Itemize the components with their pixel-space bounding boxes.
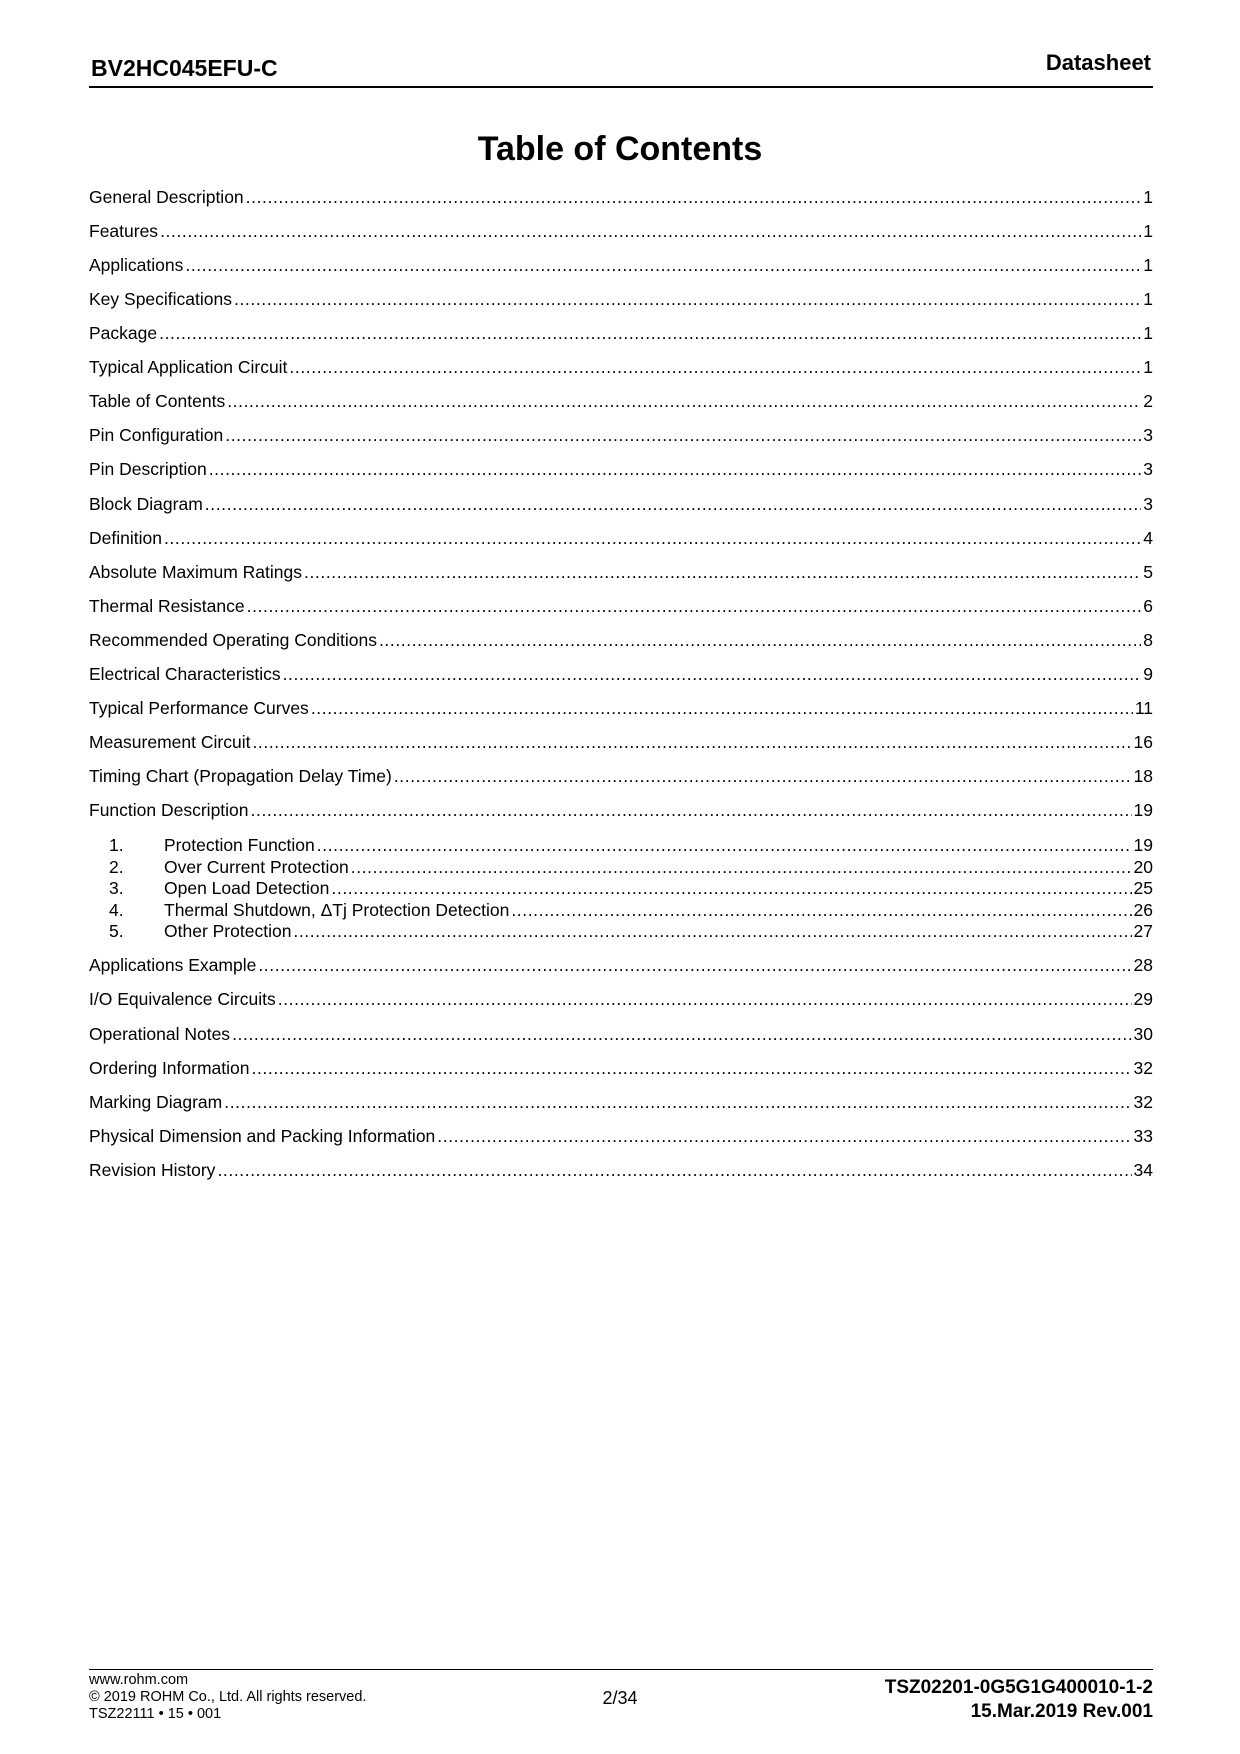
footer-divider	[89, 1669, 1153, 1670]
copyright: © 2019 ROHM Co., Ltd. All rights reserved.	[89, 1689, 367, 1705]
toc-page: 19	[1133, 835, 1153, 855]
toc-page: 3	[1143, 459, 1153, 479]
toc-page: 26	[1133, 900, 1153, 920]
dot-leader	[331, 877, 1131, 899]
toc-entry[interactable]	[89, 629, 1153, 651]
dot-leader	[511, 899, 1131, 921]
dot-leader	[217, 1159, 1131, 1181]
toc-entry[interactable]	[89, 799, 1153, 821]
toc-label: Absolute Maximum Ratings	[89, 562, 302, 582]
dot-leader	[247, 595, 1142, 617]
doc-number: TSZ02201-0G5G1G400010-1-2	[884, 1677, 1153, 1698]
footer-right	[885, 1676, 1153, 1724]
dot-leader	[278, 988, 1132, 1010]
form-code: TSZ22111 • 15 • 001	[89, 1706, 222, 1722]
website-link[interactable]: www.rohm.com	[89, 1672, 189, 1688]
toc-page: 32	[1133, 1092, 1153, 1112]
toc-page: 1	[1143, 221, 1153, 241]
toc-sub-entry[interactable]	[89, 920, 1153, 942]
toc-entry[interactable]	[89, 697, 1153, 719]
toc-entry[interactable]	[89, 1057, 1153, 1079]
toc-label: Function Description	[89, 800, 249, 820]
dot-leader	[159, 322, 1141, 344]
toc-page: 20	[1133, 857, 1153, 877]
page-title: Table of Contents	[477, 130, 763, 168]
toc-entry[interactable]	[89, 254, 1153, 276]
dot-leader	[232, 1023, 1131, 1045]
revision: 15.Mar.2019 Rev.001	[970, 1701, 1153, 1722]
toc-page: 3	[1143, 494, 1153, 514]
part-number: BV2HC045EFU-C	[91, 55, 278, 81]
toc-label: Table of Contents	[89, 391, 226, 411]
toc-label: Thermal Resistance	[89, 596, 245, 616]
toc-label: Open Load Detection	[164, 878, 330, 898]
toc-label: Key Specifications	[89, 289, 232, 309]
toc-entry[interactable]	[89, 424, 1153, 446]
toc-label: Package	[89, 323, 158, 343]
toc-label: Protection Function	[164, 835, 315, 855]
dot-leader	[258, 954, 1131, 976]
toc-entry[interactable]	[89, 731, 1153, 753]
toc-page: 3	[1143, 425, 1153, 445]
toc-entry[interactable]	[89, 1023, 1153, 1045]
toc-sub-number: 4.	[109, 900, 124, 920]
toc-label: Pin Description	[89, 459, 207, 479]
toc-label: Block Diagram	[89, 494, 203, 514]
toc-label: Applications	[89, 255, 184, 275]
toc-sub-number: 5.	[109, 921, 124, 941]
toc-page: 1	[1143, 255, 1153, 275]
dot-leader	[379, 629, 1141, 651]
dot-leader	[293, 920, 1131, 942]
dot-leader	[234, 288, 1141, 310]
toc-label: Typical Performance Curves	[89, 698, 309, 718]
toc-entry[interactable]	[89, 988, 1153, 1010]
dot-leader	[185, 254, 1141, 276]
toc-label: Pin Configuration	[89, 425, 224, 445]
toc-entry[interactable]	[89, 322, 1153, 344]
toc-sub-number: 3.	[109, 878, 124, 898]
toc-sub-entry[interactable]	[89, 856, 1153, 878]
toc-entry[interactable]	[89, 954, 1153, 976]
toc-page: 25	[1133, 878, 1153, 898]
toc-label: Recommended Operating Conditions	[89, 630, 377, 650]
toc-page: 19	[1133, 800, 1153, 820]
toc-label: Physical Dimension and Packing Information	[89, 1126, 436, 1146]
toc-entry[interactable]	[89, 561, 1153, 583]
dot-leader	[160, 220, 1141, 242]
doc-type: Datasheet	[1045, 50, 1151, 75]
dot-leader	[289, 356, 1141, 378]
toc-page: 33	[1133, 1126, 1153, 1146]
dot-leader	[224, 1091, 1131, 1113]
toc-label: Over Current Protection	[164, 857, 349, 877]
toc-label: Revision History	[89, 1160, 216, 1180]
toc-label: Features	[89, 221, 159, 241]
dot-leader	[283, 663, 1142, 685]
toc-entry[interactable]	[89, 1091, 1153, 1113]
toc-page: 1	[1143, 289, 1153, 309]
toc-sub-entry[interactable]	[89, 834, 1153, 856]
toc-label: I/O Equivalence Circuits	[89, 989, 276, 1009]
dot-leader	[246, 186, 1142, 208]
dot-leader	[437, 1125, 1131, 1147]
dot-leader	[164, 527, 1141, 549]
toc-page: 6	[1143, 596, 1153, 616]
toc-page: 34	[1133, 1160, 1153, 1180]
toc-page: 5	[1143, 562, 1153, 582]
toc-entry[interactable]	[89, 595, 1153, 617]
toc-page: 2	[1143, 391, 1153, 411]
page-indicator: 2/34	[602, 1688, 638, 1708]
toc-page: 11	[1134, 698, 1153, 718]
toc-label: Measurement Circuit	[89, 732, 251, 752]
toc-entry[interactable]	[89, 1125, 1153, 1147]
dot-leader	[227, 390, 1141, 412]
toc-label: Definition	[89, 528, 162, 548]
toc-page: 1	[1143, 323, 1153, 343]
toc-label: Marking Diagram	[89, 1092, 223, 1112]
toc-entry[interactable]	[89, 493, 1153, 515]
toc-label: Thermal Shutdown, ΔTj Protection Detection	[164, 900, 510, 920]
toc-entry[interactable]	[89, 527, 1153, 549]
dot-leader	[304, 561, 1141, 583]
dot-leader	[225, 424, 1141, 446]
toc-page: 4	[1143, 528, 1153, 548]
dot-leader	[311, 697, 1133, 719]
dot-leader	[251, 799, 1132, 821]
toc-page: 9	[1143, 664, 1153, 684]
toc-page: 1	[1143, 357, 1153, 377]
dot-leader	[317, 834, 1132, 856]
toc-label: Operational Notes	[89, 1024, 231, 1044]
dot-leader	[252, 1057, 1132, 1079]
toc-label: Applications Example	[89, 955, 257, 975]
toc-page: 8	[1143, 630, 1153, 650]
toc-entry[interactable]	[89, 288, 1153, 310]
toc-label: General Description	[89, 187, 244, 207]
dot-leader	[205, 493, 1141, 515]
toc-page: 29	[1133, 989, 1153, 1009]
dot-leader	[252, 731, 1131, 753]
toc-page: 1	[1143, 187, 1153, 207]
toc-entry[interactable]	[89, 765, 1153, 787]
toc-entry[interactable]	[89, 1159, 1153, 1181]
toc-sub-entry[interactable]	[89, 899, 1153, 921]
toc-page: 16	[1133, 732, 1153, 752]
page-header	[89, 50, 1153, 88]
toc-entry[interactable]	[89, 186, 1153, 208]
dot-leader	[394, 765, 1132, 787]
dot-leader	[209, 458, 1142, 480]
toc-entry[interactable]	[89, 220, 1153, 242]
dot-leader	[351, 856, 1132, 878]
toc-label: Ordering Information	[89, 1058, 250, 1078]
toc-sub-number: 1.	[109, 835, 124, 855]
toc-entry[interactable]	[89, 458, 1153, 480]
toc-page: 32	[1133, 1058, 1153, 1078]
toc-sub-entry[interactable]	[89, 877, 1153, 899]
toc-entry[interactable]	[89, 356, 1153, 378]
toc-label: Timing Chart (Propagation Delay Time)	[89, 766, 392, 786]
toc-page: 28	[1133, 955, 1153, 975]
toc-label: Electrical Characteristics	[89, 664, 281, 684]
toc-page: 30	[1133, 1024, 1153, 1044]
toc-sub-number: 2.	[109, 857, 124, 877]
toc-page: 27	[1133, 921, 1153, 941]
toc-entry[interactable]	[89, 390, 1153, 412]
toc-label: Other Protection	[164, 921, 292, 941]
toc-entry[interactable]	[89, 663, 1153, 685]
toc-page: 18	[1133, 766, 1153, 786]
toc-label: Typical Application Circuit	[89, 357, 288, 377]
